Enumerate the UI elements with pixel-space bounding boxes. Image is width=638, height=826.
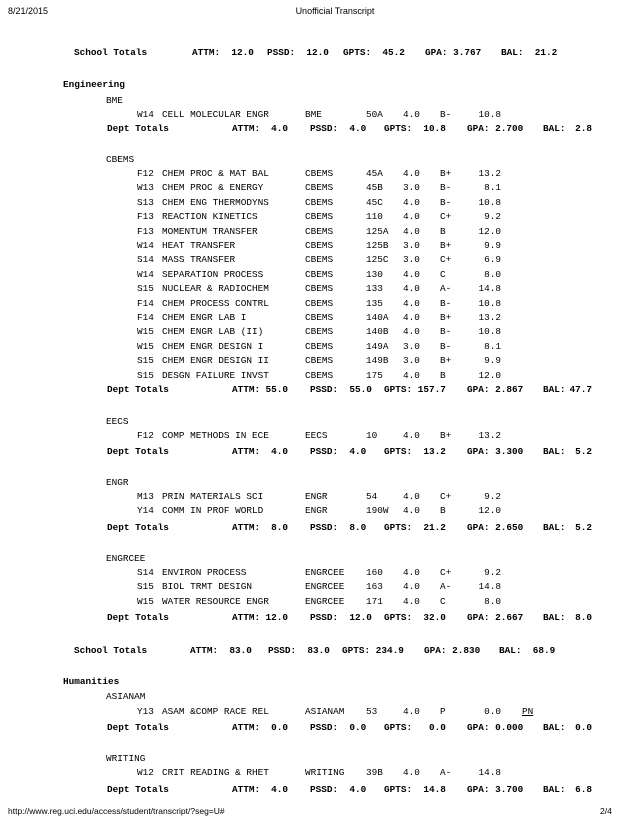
course-num: 45C xyxy=(366,196,383,208)
course-num: 171 xyxy=(366,595,383,607)
dept-totals-pssd: PSSD: 12.0 xyxy=(310,612,372,623)
course-title: REACTION KINETICS xyxy=(162,211,258,223)
course-row xyxy=(0,325,638,338)
course-term: S14 xyxy=(137,567,154,578)
course-units: 4.0 xyxy=(403,567,420,578)
dept-totals-gpa: GPA: 2.650 xyxy=(467,522,524,533)
course-pts: 9.2 xyxy=(484,211,501,223)
course-grade: B+ xyxy=(440,430,452,441)
dept-totals-bal-label: BAL: xyxy=(543,722,566,733)
course-pts: 14.8 xyxy=(478,283,501,295)
dept-heading: ENGRCEE xyxy=(106,553,146,564)
dept-totals-bal: 2.8 xyxy=(575,123,592,134)
dept-heading: EECS xyxy=(106,416,129,427)
course-row xyxy=(0,429,638,442)
course-pts: 8.1 xyxy=(484,182,501,194)
course-row xyxy=(0,297,638,310)
course-row xyxy=(0,566,638,579)
school-totals-bal: BAL: 68.9 xyxy=(499,645,556,656)
course-pts: 9.2 xyxy=(484,567,501,578)
dept-totals-gpts: GPTS: 0.0 xyxy=(384,722,446,733)
course-grade: C xyxy=(440,268,446,280)
course-title: MASS TRANSFER xyxy=(162,254,236,266)
course-title: HEAT TRANSFER xyxy=(162,240,236,251)
course-dept: ASIANAM xyxy=(305,706,345,717)
course-term: F14 xyxy=(137,312,154,323)
course-term: F14 xyxy=(137,297,154,309)
school-heading: Engineering xyxy=(63,79,125,90)
course-pts: 8.1 xyxy=(484,340,501,352)
course-row xyxy=(0,490,638,503)
course-row xyxy=(0,311,638,324)
course-title: PRIN MATERIALS SCI xyxy=(162,491,264,502)
course-dept: ENGRCEE xyxy=(305,595,345,607)
course-num: 110 xyxy=(366,211,383,223)
course-pts: 8.0 xyxy=(484,595,501,607)
course-num: 45B xyxy=(366,182,383,194)
dept-totals-pssd: PSSD: 8.0 xyxy=(310,522,367,533)
course-units: 4.0 xyxy=(403,369,420,381)
course-units: 4.0 xyxy=(403,491,420,502)
dept-totals-gpa: GPA: 3.300 xyxy=(467,446,524,457)
course-term: Y14 xyxy=(137,505,154,517)
course-num: 190W xyxy=(366,505,389,517)
course-title: CRIT READING & RHET xyxy=(162,767,269,778)
dept-totals-attm: 4.0 xyxy=(271,446,288,457)
course-num: 125B xyxy=(366,240,389,251)
course-term: W14 xyxy=(137,240,154,251)
course-grade: B xyxy=(440,225,446,237)
dept-totals-bal: 0.0 xyxy=(575,722,592,733)
dept-totals-gpa: GPA: 2.667 xyxy=(467,612,524,623)
dept-totals-attm-label: ATTM: xyxy=(232,123,261,134)
dept-totals-attm: 12.0 xyxy=(265,612,288,623)
dept-totals-gpa: GPA: 3.700 xyxy=(467,784,524,795)
course-title: NUCLEAR & RADIOCHEM xyxy=(162,283,269,295)
course-dept: CBEMS xyxy=(305,340,334,352)
course-title: SEPARATION PROCESS xyxy=(162,268,264,280)
course-num: 140A xyxy=(366,312,389,323)
dept-heading: ASIANAM xyxy=(106,691,146,702)
dept-totals-gpa: GPA: 2.700 xyxy=(467,123,524,134)
dept-totals-pssd: PSSD: 4.0 xyxy=(310,123,367,134)
dept-totals-label: Dept Totals xyxy=(107,446,169,457)
course-title: BIOL TRMT DESIGN xyxy=(162,581,253,593)
course-num: 125C xyxy=(366,254,389,266)
course-num: 135 xyxy=(366,297,383,309)
course-num: 133 xyxy=(366,283,383,295)
course-term: S13 xyxy=(137,196,154,208)
course-term: W14 xyxy=(137,268,154,280)
course-term: F13 xyxy=(137,225,154,237)
course-units: 4.0 xyxy=(403,706,420,717)
course-pts: 13.2 xyxy=(478,168,501,179)
course-units: 3.0 xyxy=(403,340,420,352)
course-dept: WRITING xyxy=(305,767,345,778)
course-title: CHEM PROCESS CONTRL xyxy=(162,297,269,309)
course-units: 4.0 xyxy=(403,595,420,607)
course-title: CHEM ENGR DESIGN II xyxy=(162,355,269,367)
dept-totals-attm-label: ATTM: xyxy=(232,784,261,795)
course-pts: 12.0 xyxy=(478,369,501,381)
dept-totals-asianam xyxy=(0,721,638,734)
course-row xyxy=(0,705,638,718)
course-grade: C xyxy=(440,595,446,607)
course-pts: 14.8 xyxy=(478,767,501,778)
course-units: 3.0 xyxy=(403,254,420,266)
dept-totals-eecs xyxy=(0,445,638,458)
course-dept: CBEMS xyxy=(305,182,334,194)
school-totals-pssd: PSSD: 83.0 xyxy=(268,645,330,656)
dept-heading: BME xyxy=(106,95,123,106)
dept-totals-attm-label: ATTM: xyxy=(232,722,261,733)
course-grade: B xyxy=(440,505,446,517)
course-pts: 10.8 xyxy=(478,109,501,120)
course-grade: B xyxy=(440,369,446,381)
dept-heading: WRITING xyxy=(106,753,146,764)
dept-totals-bal: 5.2 xyxy=(575,522,592,533)
course-dept: CBEMS xyxy=(305,211,334,223)
course-pts: 6.9 xyxy=(484,254,501,266)
school-totals-pssd: PSSD: 12.0 xyxy=(267,47,329,58)
course-units: 4.0 xyxy=(403,312,420,323)
course-num: 53 xyxy=(366,706,378,717)
dept-totals-gpts: GPTS: 32.0 xyxy=(384,612,446,623)
course-dept: CBEMS xyxy=(305,225,334,237)
dept-totals-attm-label: ATTM: xyxy=(232,612,261,623)
course-term: W15 xyxy=(137,340,154,352)
course-dept: CBEMS xyxy=(305,240,334,251)
course-row xyxy=(0,167,638,180)
course-term: W15 xyxy=(137,326,154,338)
dept-totals-attm-label: ATTM: xyxy=(232,522,261,533)
dept-totals-bal: 5.2 xyxy=(575,446,592,457)
school-heading: Humanities xyxy=(63,676,120,687)
course-units: 4.0 xyxy=(403,283,420,295)
dept-totals-label: Dept Totals xyxy=(107,522,169,533)
school-totals-gpts: GPTS: 45.2 xyxy=(343,47,405,58)
course-title: DESGN FAILURE INVST xyxy=(162,369,269,381)
course-row xyxy=(0,253,638,266)
course-num: 54 xyxy=(366,491,378,502)
course-grade: A- xyxy=(440,581,452,593)
dept-heading: CBEMS xyxy=(106,154,135,165)
course-row xyxy=(0,108,638,121)
course-term: W14 xyxy=(137,109,154,120)
dept-totals-attm: 4.0 xyxy=(271,784,288,795)
school-totals-bal: BAL: 21.2 xyxy=(501,47,558,58)
dept-totals-pssd: PSSD: 4.0 xyxy=(310,446,367,457)
course-num: 149B xyxy=(366,355,389,367)
dept-totals-attm: 55.0 xyxy=(265,384,288,395)
page-number: 2/4 xyxy=(600,806,612,816)
course-row xyxy=(0,340,638,353)
course-dept: EECS xyxy=(305,430,328,441)
dept-totals-engr xyxy=(0,521,638,534)
course-row xyxy=(0,181,638,194)
dept-totals-label: Dept Totals xyxy=(107,612,169,623)
course-num: 149A xyxy=(366,340,389,352)
course-units: 3.0 xyxy=(403,355,420,367)
course-term: W12 xyxy=(137,767,154,778)
dept-totals-bal-label: BAL: xyxy=(543,522,566,533)
course-row xyxy=(0,580,638,593)
course-title: CHEM ENGR DESIGN I xyxy=(162,340,264,352)
course-term: F12 xyxy=(137,168,154,179)
dept-totals-pssd: PSSD: 0.0 xyxy=(310,722,367,733)
course-units: 4.0 xyxy=(403,297,420,309)
school-totals-row xyxy=(0,46,638,59)
dept-totals-bal: 6.8 xyxy=(575,784,592,795)
course-num: 140B xyxy=(366,326,389,338)
course-grade: B+ xyxy=(440,240,452,251)
dept-totals-writing xyxy=(0,783,638,796)
course-flag: PN xyxy=(522,706,534,717)
course-term: F13 xyxy=(137,211,154,223)
dept-totals-gpts: GPTS: 13.2 xyxy=(384,446,446,457)
course-pts: 12.0 xyxy=(478,225,501,237)
course-pts: 9.2 xyxy=(484,491,501,502)
course-pts: 9.9 xyxy=(484,240,501,251)
course-title: CHEM ENGR LAB (II) xyxy=(162,326,264,338)
school-totals-label: School Totals xyxy=(74,47,148,58)
course-units: 4.0 xyxy=(403,430,420,441)
course-title: CELL MOLECULAR ENGR xyxy=(162,109,269,120)
course-term: M13 xyxy=(137,491,154,502)
course-num: 175 xyxy=(366,369,383,381)
course-row xyxy=(0,239,638,252)
course-dept: CBEMS xyxy=(305,312,334,323)
course-row xyxy=(0,354,638,367)
course-pts: 10.8 xyxy=(478,196,501,208)
course-units: 4.0 xyxy=(403,109,420,120)
course-pts: 8.0 xyxy=(484,268,501,280)
course-num: 163 xyxy=(366,581,383,593)
course-dept: BME xyxy=(305,109,322,120)
course-title: MOMENTUM TRANSFER xyxy=(162,225,258,237)
course-pts: 13.2 xyxy=(478,430,501,441)
course-dept: CBEMS xyxy=(305,254,334,266)
course-grade: B- xyxy=(440,109,452,120)
school-totals-row xyxy=(0,644,638,657)
course-units: 4.0 xyxy=(403,225,420,237)
course-dept: CBEMS xyxy=(305,326,334,338)
course-num: 125A xyxy=(366,225,389,237)
course-pts: 13.2 xyxy=(478,312,501,323)
course-term: F12 xyxy=(137,430,154,441)
dept-totals-gpts: GPTS: 21.2 xyxy=(384,522,446,533)
course-grade: C+ xyxy=(440,211,452,223)
course-title: COMP METHODS IN ECE xyxy=(162,430,269,441)
course-term: S15 xyxy=(137,283,154,295)
dept-totals-attm: 4.0 xyxy=(271,123,288,134)
school-totals-gpa: GPA: 3.767 xyxy=(425,47,482,58)
course-dept: CBEMS xyxy=(305,283,334,295)
course-grade: B+ xyxy=(440,168,452,179)
course-units: 4.0 xyxy=(403,767,420,778)
dept-totals-label: Dept Totals xyxy=(107,384,169,395)
course-units: 4.0 xyxy=(403,211,420,223)
dept-totals-bme xyxy=(0,122,638,135)
course-title: ENVIRON PROCESS xyxy=(162,567,247,578)
course-grade: B- xyxy=(440,297,452,309)
course-title: ASAM &COMP RACE REL xyxy=(162,706,269,717)
dept-totals-bal-label: BAL: xyxy=(543,612,566,623)
course-row xyxy=(0,595,638,608)
dept-totals-bal-label: BAL: xyxy=(543,446,566,457)
dept-totals-bal-label: BAL: xyxy=(543,784,566,795)
course-title: CHEM PROC & ENERGY xyxy=(162,182,264,194)
dept-totals-bal-label: BAL: xyxy=(543,384,566,395)
course-pts: 0.0 xyxy=(484,706,501,717)
course-pts: 9.9 xyxy=(484,355,501,367)
course-row xyxy=(0,504,638,517)
course-row xyxy=(0,210,638,223)
school-totals-gpa: GPA: 2.830 xyxy=(424,645,481,656)
course-grade: B- xyxy=(440,182,452,194)
course-pts: 14.8 xyxy=(478,581,501,593)
course-units: 4.0 xyxy=(403,268,420,280)
course-dept: CBEMS xyxy=(305,369,334,381)
course-term: S15 xyxy=(137,369,154,381)
course-units: 4.0 xyxy=(403,581,420,593)
dept-heading: ENGR xyxy=(106,477,129,488)
dept-totals-attm: 8.0 xyxy=(271,522,288,533)
print-date: 8/21/2015 xyxy=(8,6,49,16)
page-header-title: Unofficial Transcript xyxy=(295,6,375,16)
course-num: 130 xyxy=(366,268,383,280)
dept-totals-gpts: GPTS: 14.8 xyxy=(384,784,446,795)
dept-totals-gpts: GPTS: 10.8 xyxy=(384,123,446,134)
course-dept: CBEMS xyxy=(305,355,334,367)
page-url[interactable]: http://www.reg.uci.edu/access/student/transcript/?seg=U# xyxy=(8,806,225,816)
dept-totals-gpa: GPA: 2.867 xyxy=(467,384,524,395)
dept-totals-label: Dept Totals xyxy=(107,123,169,134)
course-pts: 10.8 xyxy=(478,297,501,309)
course-grade: B- xyxy=(440,196,452,208)
dept-totals-attm-label: ATTM: xyxy=(232,384,261,395)
course-units: 3.0 xyxy=(403,240,420,251)
dept-totals-label: Dept Totals xyxy=(107,784,169,795)
course-dept: ENGRCEE xyxy=(305,567,345,578)
course-num: 10 xyxy=(366,430,378,441)
dept-totals-pssd: PSSD: 55.0 xyxy=(310,384,372,395)
course-dept: CBEMS xyxy=(305,268,334,280)
course-term: S14 xyxy=(137,254,154,266)
course-term: S15 xyxy=(137,581,154,593)
course-num: 39B xyxy=(366,767,383,778)
dept-totals-bal: 47.7 xyxy=(569,384,592,395)
course-title: CHEM ENGR LAB I xyxy=(162,312,247,323)
course-row xyxy=(0,196,638,209)
course-title: CHEM ENG THERMODYNS xyxy=(162,196,269,208)
course-units: 4.0 xyxy=(403,505,420,517)
dept-totals-bal-label: BAL: xyxy=(543,123,566,134)
course-term: W15 xyxy=(137,595,154,607)
course-units: 3.0 xyxy=(403,182,420,194)
dept-totals-label: Dept Totals xyxy=(107,722,169,733)
course-row xyxy=(0,282,638,295)
school-totals-attm: ATTM: 12.0 xyxy=(192,47,254,58)
dept-totals-bal: 8.0 xyxy=(575,612,592,623)
course-grade: B- xyxy=(440,340,452,352)
course-dept: ENGRCEE xyxy=(305,581,345,593)
course-grade: C+ xyxy=(440,254,452,266)
course-grade: A- xyxy=(440,283,452,295)
dept-totals-pssd: PSSD: 4.0 xyxy=(310,784,367,795)
course-dept: CBEMS xyxy=(305,297,334,309)
course-term: S15 xyxy=(137,355,154,367)
course-row xyxy=(0,766,638,779)
course-grade: C+ xyxy=(440,567,452,578)
dept-totals-attm-label: ATTM: xyxy=(232,446,261,457)
course-grade: P xyxy=(440,706,446,717)
course-num: 45A xyxy=(366,168,383,179)
dept-totals-attm: 0.0 xyxy=(271,722,288,733)
school-totals-attm: ATTM: 83.0 xyxy=(190,645,252,656)
dept-totals-engrcee xyxy=(0,611,638,624)
dept-totals-gpts: GPTS: 157.7 xyxy=(384,384,446,395)
course-dept: CBEMS xyxy=(305,196,334,208)
course-num: 160 xyxy=(366,567,383,578)
course-dept: ENGR xyxy=(305,505,328,517)
course-pts: 10.8 xyxy=(478,326,501,338)
course-term: W13 xyxy=(137,182,154,194)
course-grade: B+ xyxy=(440,312,452,323)
course-dept: ENGR xyxy=(305,491,328,502)
course-title: CHEM PROC & MAT BAL xyxy=(162,168,269,179)
course-pts: 12.0 xyxy=(478,505,501,517)
course-units: 4.0 xyxy=(403,196,420,208)
dept-totals-cbems xyxy=(0,383,638,396)
dept-totals-gpa: GPA: 0.000 xyxy=(467,722,524,733)
school-totals-label: School Totals xyxy=(74,645,148,656)
school-totals-gpts: GPTS: 234.9 xyxy=(342,645,404,656)
course-title: COMM IN PROF WORLD xyxy=(162,505,264,517)
course-dept: CBEMS xyxy=(305,168,334,179)
course-row xyxy=(0,225,638,238)
course-units: 4.0 xyxy=(403,326,420,338)
course-grade: A- xyxy=(440,767,452,778)
course-row xyxy=(0,369,638,382)
course-grade: C+ xyxy=(440,491,452,502)
course-grade: B+ xyxy=(440,355,452,367)
course-units: 4.0 xyxy=(403,168,420,179)
course-num: 50A xyxy=(366,109,383,120)
course-term: Y13 xyxy=(137,706,154,717)
course-title: WATER RESOURCE ENGR xyxy=(162,595,269,607)
course-row xyxy=(0,268,638,281)
course-grade: B- xyxy=(440,326,452,338)
